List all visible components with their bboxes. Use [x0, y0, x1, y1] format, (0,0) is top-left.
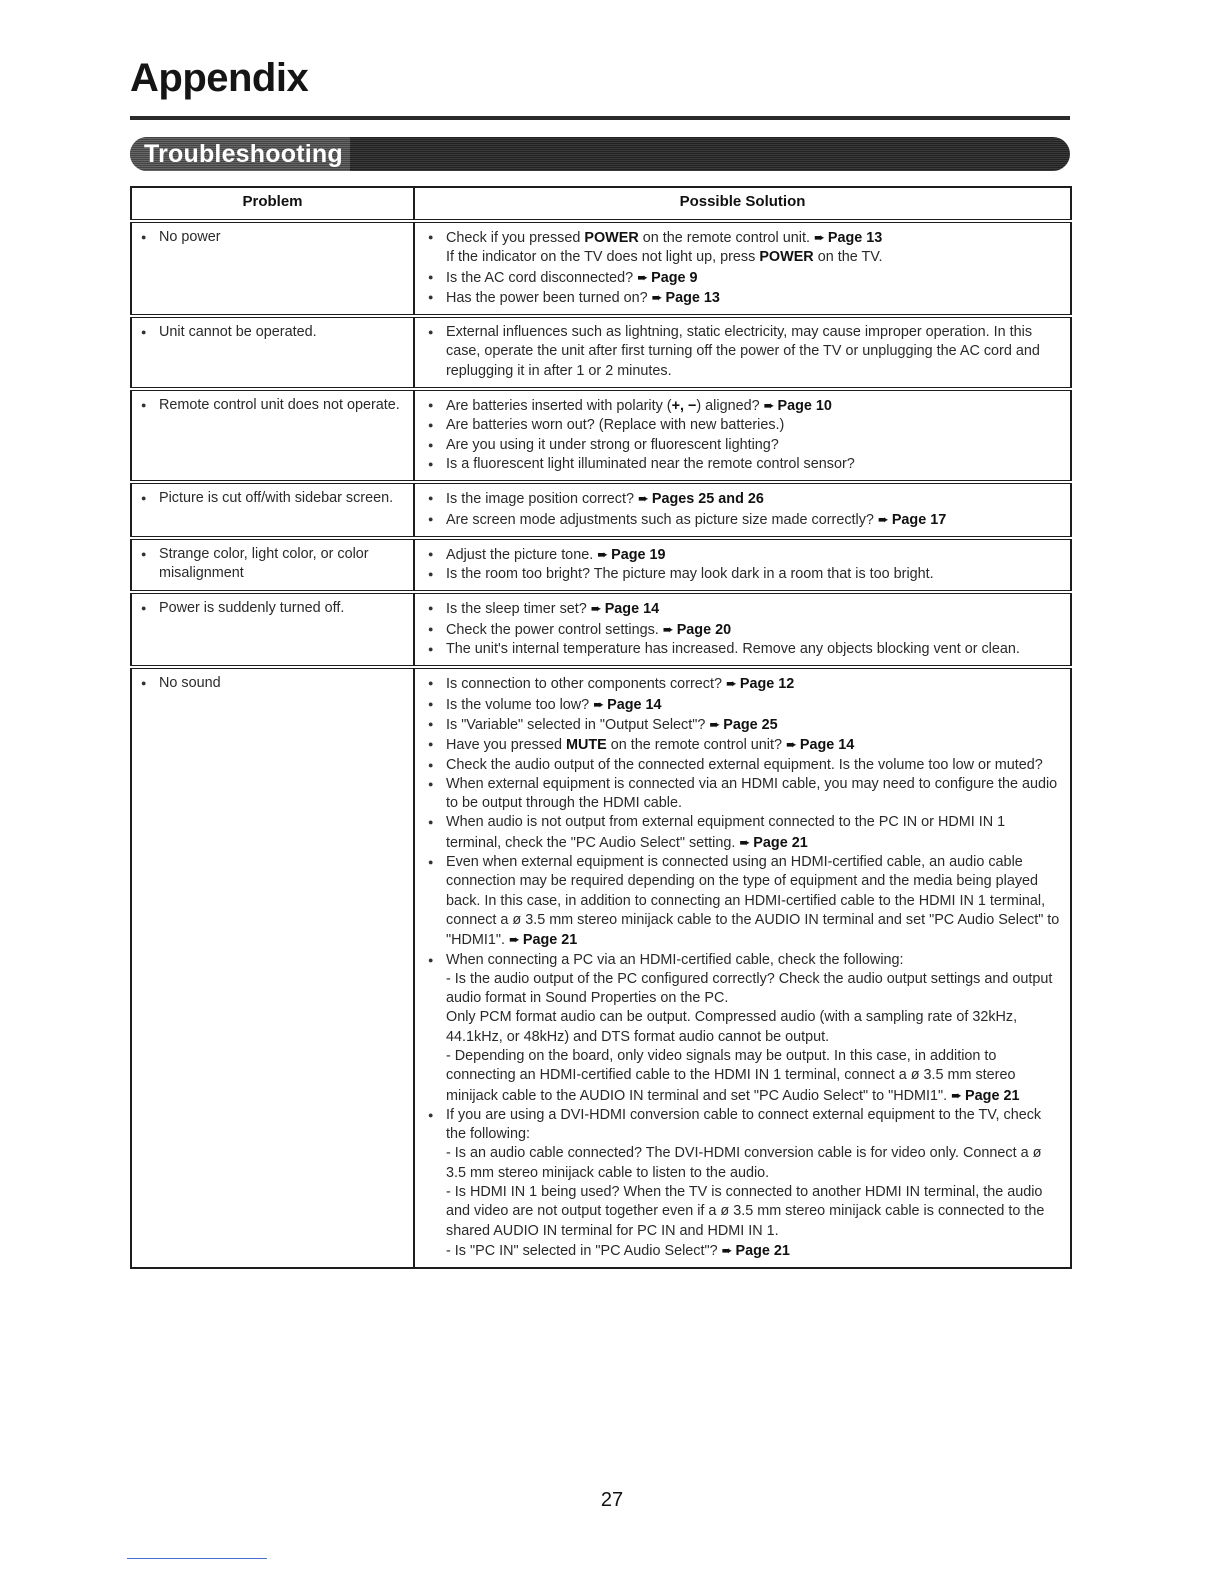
- page-reference-text: Page 13: [827, 230, 883, 246]
- page-reference-text: Page 10: [777, 398, 832, 415]
- solution-text: When audio is not output from external equipment connected to the PC IN or HDMI IN 1 terminal, check the "PC Audio Select" setting.: [446, 814, 1006, 851]
- solution-text: Is connection to other components correct?: [446, 676, 726, 693]
- solution-text: Is the image position correct?: [446, 491, 638, 508]
- page-reference: [597, 547, 665, 563]
- solution-text: Is the AC cord disconnected?: [446, 269, 638, 286]
- solution-text: If you are using a DVI-HDMI conversion cable to connect external equipment to the TV, check the following:: [446, 1106, 1042, 1143]
- problem-cell: [131, 592, 414, 667]
- solution-text: - Depending on the board, only video signals may be output. In this case, in addition to connecting an HDMI-certified cable to the HDMI IN 1 terminal, connect a ø 3.5 mm stereo minijack cable to the AUDIO IN terminal and set "PC Audio Select" to "HDMI1".: [446, 1047, 1016, 1104]
- solution-item: [427, 715, 1060, 735]
- solution-text: Is a fluorescent light illuminated near the remote control sensor?: [446, 455, 855, 472]
- table-body: [131, 221, 1071, 1268]
- solution-text: Check the power control settings.: [446, 621, 663, 638]
- solution-note: [427, 1008, 1060, 1047]
- solution-item: [427, 853, 1060, 950]
- page-reference-text: Pages 25 and 26: [651, 491, 764, 508]
- solution-item: [427, 565, 1060, 584]
- solution-text: Only PCM format audio can be output. Compressed audio (with a sampling rate of 32kHz, 44.1kHz, or 48kHz) and DTS format audio cannot be output.: [446, 1009, 1018, 1045]
- page-title: Appendix: [130, 56, 309, 100]
- solution-text: When connecting a PC via an HDMI-certified cable, check the following:: [446, 951, 904, 968]
- page-reference: [951, 1088, 1019, 1104]
- page-reference-text: Page 19: [611, 546, 666, 563]
- solution-item: [427, 510, 1060, 530]
- solution-cell: [414, 221, 1071, 316]
- problem-cell: [131, 221, 414, 316]
- solution-text: Have you pressed: [446, 737, 566, 754]
- solution-text: Check the audio output of the connected external equipment. Is the volume too low or muted?: [446, 756, 1043, 773]
- problem-text: ● Remote control unit does not operate.: [140, 396, 405, 415]
- solution-text: Are screen mode adjustments such as picture size made correctly?: [446, 511, 878, 528]
- arrow-right-icon: ➨: [651, 289, 663, 305]
- solution-item: [427, 436, 1060, 455]
- solution-text: If the indicator on the TV does not light up, press: [446, 249, 760, 266]
- solution-item: [427, 416, 1060, 435]
- solution-subitem: [427, 1047, 1060, 1106]
- problem-cell: [131, 389, 414, 482]
- solution-item: [427, 813, 1060, 853]
- solution-item: [427, 268, 1060, 288]
- arrow-right-icon: ➨: [590, 601, 602, 617]
- solution-text: Is the volume too low?: [446, 696, 594, 713]
- page-reference-text: Page 14: [604, 601, 660, 618]
- page-reference: [652, 290, 720, 306]
- solution-cell: [414, 538, 1071, 593]
- page-reference: [814, 230, 882, 246]
- solution-text: Are you using it under strong or fluorescent lighting?: [446, 436, 779, 453]
- solution-text: on the remote control unit.: [638, 230, 814, 246]
- problem-text: ● Strange color, light color, or color misalignment: [140, 545, 405, 584]
- solution-item: [427, 599, 1060, 619]
- page-reference-text: Page 25: [723, 716, 778, 733]
- page-reference: [739, 835, 807, 851]
- arrow-right-icon: ➨: [739, 834, 751, 850]
- table-row: [131, 389, 1071, 482]
- title-rule: [130, 116, 1070, 120]
- arrow-right-icon: ➨: [637, 269, 649, 285]
- page-reference: [709, 717, 777, 733]
- solution-cell: [414, 316, 1071, 389]
- footer-line: [127, 1558, 267, 1559]
- solution-item: [427, 1106, 1060, 1145]
- solution-text: on the remote control unit?: [606, 737, 786, 754]
- solution-text: Are batteries inserted with polarity (: [446, 398, 672, 415]
- button-name: MUTE: [566, 737, 607, 754]
- table-row: [131, 482, 1071, 538]
- solution-text: - Is "PC IN" selected in "PC Audio Select"?: [446, 1242, 722, 1259]
- solution-text: Is "Variable" selected in "Output Select"?: [446, 716, 710, 733]
- page-reference-text: Page 21: [735, 1242, 790, 1259]
- solution-text: - Is HDMI IN 1 being used? When the TV is connected to another HDMI IN terminal, the audio and video are not output together even if a ø 3.5 mm stereo minijack cable is connected to the shared AUDIO IN terminal for PC IN and HDMI IN 1.: [446, 1184, 1045, 1239]
- problem-text: ● No power: [140, 228, 405, 247]
- problem-cell: [131, 316, 414, 389]
- solution-text: Adjust the picture tone.: [446, 546, 598, 563]
- solution-item: [427, 545, 1060, 565]
- solution-text: Has the power been turned on?: [446, 289, 652, 306]
- arrow-right-icon: ➨: [709, 716, 721, 732]
- header-problem: Problem: [131, 187, 414, 221]
- solution-note: [427, 248, 1060, 267]
- solution-item: [427, 620, 1060, 640]
- arrow-right-icon: ➨: [951, 1087, 963, 1103]
- header-solution: Possible Solution: [414, 187, 1071, 221]
- page-reference-text: Page 12: [739, 676, 795, 693]
- solution-text: Are batteries worn out? (Replace with new batteries.): [446, 417, 785, 434]
- solution-item: [427, 323, 1060, 381]
- arrow-right-icon: ➨: [662, 621, 674, 637]
- solution-item: [427, 455, 1060, 474]
- solution-item: [427, 951, 1060, 970]
- table-header-row: [131, 187, 1071, 221]
- page-reference: [591, 601, 659, 617]
- page-reference-text: Page 21: [753, 834, 808, 851]
- solution-item: [427, 288, 1060, 308]
- arrow-right-icon: ➨: [597, 546, 609, 562]
- problem-text: ● No sound: [140, 674, 405, 693]
- problem-cell: [131, 538, 414, 593]
- page-reference: [663, 622, 731, 638]
- problem-text: ● Unit cannot be operated.: [140, 323, 405, 342]
- solution-subitem: [427, 1183, 1060, 1241]
- table-row: [131, 667, 1071, 1268]
- page-reference-text: Page 20: [676, 621, 732, 638]
- solution-cell: [414, 482, 1071, 538]
- arrow-right-icon: ➨: [593, 696, 605, 712]
- page-reference: [878, 512, 946, 528]
- page-reference-text: Page 14: [799, 737, 855, 754]
- solution-text: The unit's internal temperature has increased. Remove any objects blocking vent or clean.: [446, 641, 1020, 658]
- solution-item: [427, 674, 1060, 694]
- section-banner: [130, 137, 1070, 171]
- solution-item: [427, 695, 1060, 715]
- solution-text: on the TV.: [813, 249, 883, 266]
- table-row: [131, 316, 1071, 389]
- solution-item: [427, 735, 1060, 755]
- solution-text: Even when external equipment is connected using an HDMI-certified cable, an audio cable connection may be required depending on the type of equipment and the media being played back. In this case, in addition to connecting an HDMI-certified cable to the HDMI IN 1 terminal, connect a ø 3.5 mm stereo minijack cable to the AUDIO IN terminal and set "PC Audio Select" to "HDMI1".: [446, 854, 1060, 949]
- solution-item: [427, 640, 1060, 659]
- page-reference: [726, 676, 794, 692]
- page-reference-text: Page 14: [607, 696, 662, 713]
- solution-text: Check if you pressed: [446, 230, 585, 246]
- problem-text: ● Picture is cut off/with sidebar screen.: [140, 489, 405, 508]
- solution-text: ) aligned?: [696, 398, 764, 415]
- solution-cell: [414, 389, 1071, 482]
- solution-subitem: [427, 970, 1060, 1009]
- arrow-right-icon: ➨: [877, 511, 889, 527]
- problem-cell: [131, 667, 414, 1268]
- button-name: POWER: [759, 249, 814, 266]
- arrow-right-icon: ➨: [763, 398, 775, 414]
- page-reference-text: Page 9: [651, 269, 698, 286]
- solution-text: When external equipment is connected via an HDMI cable, you may need to configure the audio to be output through the HDMI cable.: [446, 775, 1058, 812]
- solution-item: [427, 396, 1060, 416]
- solution-text: External influences such as lightning, static electricity, may cause improper operation. In this case, operate the unit after first turning off the power of the TV or unplugging the AC cord and replugging it in after 1 or 2 minutes.: [446, 324, 1040, 379]
- page-reference-text: Page 21: [965, 1087, 1020, 1104]
- page-reference: [722, 1243, 790, 1259]
- page-reference: [593, 697, 661, 713]
- solution-text: - Is an audio cable connected? The DVI-HDMI conversion cable is for video only. Connect a ø 3.5 mm stereo minijack cable to listen to the audio.: [446, 1145, 1042, 1181]
- page-reference: [638, 491, 764, 507]
- arrow-right-icon: ➨: [637, 491, 649, 507]
- page-reference-text: Page 17: [891, 511, 947, 528]
- troubleshooting-table: [130, 186, 1072, 1269]
- table-row: [131, 592, 1071, 667]
- table-row: [131, 221, 1071, 316]
- button-name: POWER: [584, 230, 639, 246]
- arrow-right-icon: ➨: [509, 932, 520, 948]
- page-number: 27: [600, 1489, 624, 1511]
- page-reference: [764, 398, 832, 414]
- page-reference-text: Page 13: [665, 289, 720, 306]
- solution-item: [427, 228, 1060, 248]
- problem-text: ● Power is suddenly turned off.: [140, 599, 405, 618]
- section-title: Troubleshooting: [144, 140, 343, 168]
- solution-text: - Is the audio output of the PC configured correctly? Check the audio output settings and output audio format in Sound Properties on the PC.: [446, 970, 1053, 1007]
- problem-cell: [131, 482, 414, 538]
- arrow-right-icon: ➨: [813, 230, 825, 245]
- table-row: [131, 538, 1071, 593]
- solution-cell: [414, 592, 1071, 667]
- solution-subitem: [427, 1144, 1060, 1183]
- solution-text: Is the room too bright? The picture may look dark in a room that is too bright.: [446, 566, 934, 583]
- page-reference: [637, 270, 697, 286]
- page-reference: [786, 737, 854, 753]
- solution-item: [427, 775, 1060, 814]
- page-reference-text: Page 21: [522, 932, 578, 949]
- arrow-right-icon: ➨: [725, 676, 737, 692]
- page-reference: [509, 932, 577, 948]
- arrow-right-icon: ➨: [785, 737, 797, 753]
- solution-cell: [414, 667, 1071, 1268]
- solution-text: Is the sleep timer set?: [446, 601, 591, 618]
- solution-item: [427, 756, 1060, 775]
- solution-subitem: [427, 1241, 1060, 1261]
- arrow-right-icon: ➨: [721, 1242, 733, 1258]
- button-name: +, −: [671, 398, 697, 415]
- solution-item: [427, 489, 1060, 509]
